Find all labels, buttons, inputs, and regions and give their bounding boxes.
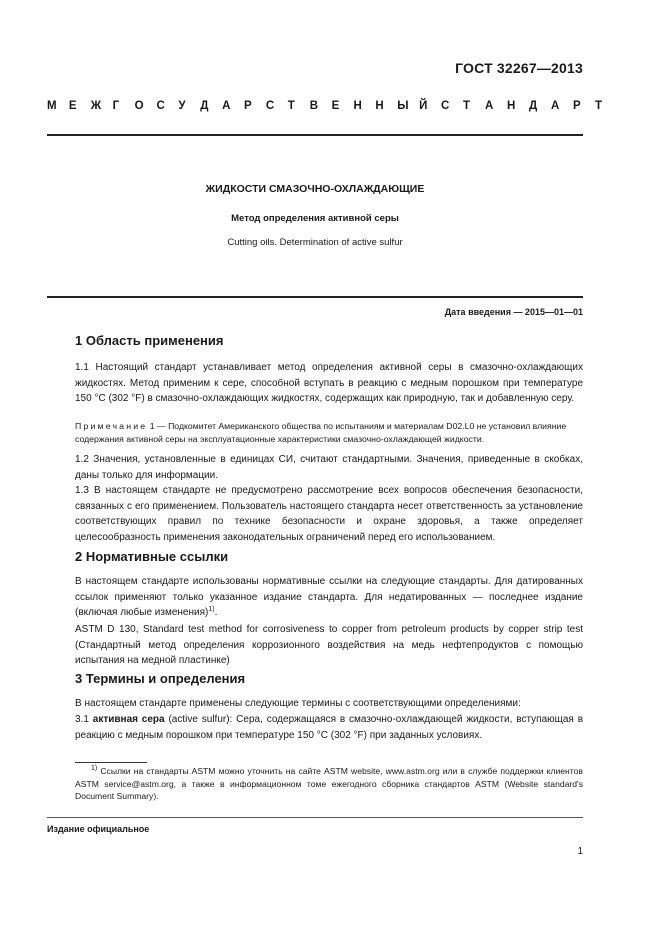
banner-word-interstate-letter: Е: [331, 100, 340, 112]
banner-word-interstate-letter: Н: [353, 100, 362, 112]
banner-word-standard: [441, 100, 602, 112]
footer-rule: [47, 817, 583, 818]
section-1-heading: 1 Область применения: [75, 333, 224, 348]
banner-word-interstate-letter: Г: [112, 100, 120, 112]
note-label: Примечание: [75, 421, 148, 431]
term-name: активная сера: [92, 714, 165, 725]
effective-date: Дата введения — 2015—01—01: [444, 307, 583, 317]
banner-word-standard-letter: А: [551, 100, 560, 112]
banner-word-interstate-letter: Ы: [397, 100, 409, 112]
banner-word-interstate-letter: М: [47, 100, 57, 112]
banner-word-standard-letter: Т: [463, 100, 471, 112]
footnote: [75, 765, 583, 803]
section-3-heading: 3 Термины и определения: [75, 671, 246, 686]
banner-word-interstate-letter: С: [156, 100, 165, 112]
footnote-text: Ссылки на стандарты ASTM можно уточнить на сайте ASTM website, www.astm.org или в службе поддержки клиентов ASTM service@astm.org, а также в информационном томе ежегодного сборника стандартов ASTM (Website standard's Document Summary).: [75, 766, 583, 801]
banner-word-standard-letter: С: [441, 100, 450, 112]
english-title: Cutting oils. Determination of active sulfur: [227, 237, 403, 248]
terms-intro: [75, 696, 583, 712]
page-number: 1: [577, 846, 583, 857]
banner-word-interstate-letter: Д: [200, 100, 209, 112]
normative-refs-intro: [75, 574, 583, 621]
banner-word-standard-letter: Т: [595, 100, 603, 112]
astm-reference: [75, 622, 583, 669]
section-2-heading: 2 Нормативные ссылки: [75, 549, 229, 564]
term-number: 3.1: [75, 714, 89, 725]
terms-intro-text: В настоящем стандарте применены следующие термины с соответствующими определениями:: [75, 698, 521, 709]
banner-word-interstate-letter: Ж: [90, 100, 102, 112]
normative-refs-intro-end: .: [214, 607, 218, 619]
banner-word-interstate-letter: С: [265, 100, 275, 112]
footnote-mark: 1): [91, 765, 98, 772]
note-1: [75, 420, 583, 446]
banner-word-interstate-letter: Й: [419, 100, 428, 112]
footnote-rule: [75, 762, 147, 763]
header-rule: [47, 134, 583, 136]
clause-1-2-text: 1.2 Значения, установленные в единицах СИ, считают стандартными. Значения, приведенные в скобках, даны только для информации.: [75, 454, 583, 481]
banner-word-standard-letter: Д: [529, 100, 538, 112]
official-edition-label: Издание официальное: [47, 824, 150, 834]
term-3-1: [75, 712, 583, 743]
banner-word-interstate: [47, 100, 441, 112]
banner-word-interstate-letter: Р: [244, 100, 252, 112]
banner-word-interstate-letter: Т: [287, 100, 295, 112]
document-title: ЖИДКОСТИ СМАЗОЧНО-ОХЛАЖДАЮЩИЕ: [205, 183, 425, 195]
banner-word-standard-letter: Р: [573, 100, 581, 112]
standard-banner: [47, 100, 603, 112]
normative-refs-intro-text: В настоящем стандарте использованы нормативные ссылки на следующие стандарты. Для датированных ссылок применяют только указанное издание стандарта. Для недатированных — последнее издание (включая любые изменения): [75, 576, 583, 619]
banner-word-standard-letter: Н: [507, 100, 516, 112]
clause-1-1: [75, 360, 583, 407]
banner-word-interstate-letter: А: [222, 100, 231, 112]
banner-word-interstate-letter: У: [178, 100, 186, 112]
clause-1-3: [75, 483, 583, 546]
clause-1-1-text: 1.1 Настоящий стандарт устанавливает метод определения активной серы в смазочно-охлаждающих жидкостях. Метод применим к сере, способной вступать в реакцию с медным порошком при температуре 150 °C (302 °F) в смазочно-охлаждающих жидкостях, содержащих как природную, так и добавленную серу.: [75, 362, 583, 405]
document-code: ГОСТ 32267—2013: [455, 60, 583, 76]
footnote-ref-mark: 1): [208, 606, 215, 614]
banner-word-interstate-letter: Е: [68, 100, 77, 112]
banner-word-standard-letter: А: [485, 100, 494, 112]
banner-word-interstate-letter: В: [309, 100, 318, 112]
term-definition: (active sulfur): Сера, содержащаяся в смазочно-охлаждающей жидкости, вступающая в реакцию с медным порошком при температуре 150 °C (302 °F) при заданных условиях.: [75, 714, 584, 741]
astm-reference-text: ASTM D 130, Standard test method for corrosiveness to copper from petroleum products by copper strip test (Стандартный метод определения коррозионного воздействия на медь нефтепродуктов с помощью испытания на медной пластинке): [75, 624, 583, 667]
clause-1-2: [75, 452, 583, 483]
banner-word-interstate-letter: О: [134, 100, 144, 112]
title-rule: [47, 296, 583, 298]
clause-1-3-text: 1.3 В настоящем стандарте не предусмотрено рассмотрение всех вопросов обеспечения безопасности, связанных с его применением. Пользователь настоящего стандарта несет ответственность за установление соответствующих правил по технике безопасности и охране здоровья, а также определяет целесообразность применения законодательных ограничений перед его использованием.: [75, 485, 583, 544]
banner-word-interstate-letter: Н: [375, 100, 384, 112]
document-subtitle: Метод определения активной серы: [231, 213, 399, 224]
note-text: 1 — Подкомитет Американского общества по испытаниям и материалам D02.L0 не установил влияние содержания активной серы на эксплуатационные характеристики смазочно-охлаждающей жидкости.: [75, 421, 567, 444]
